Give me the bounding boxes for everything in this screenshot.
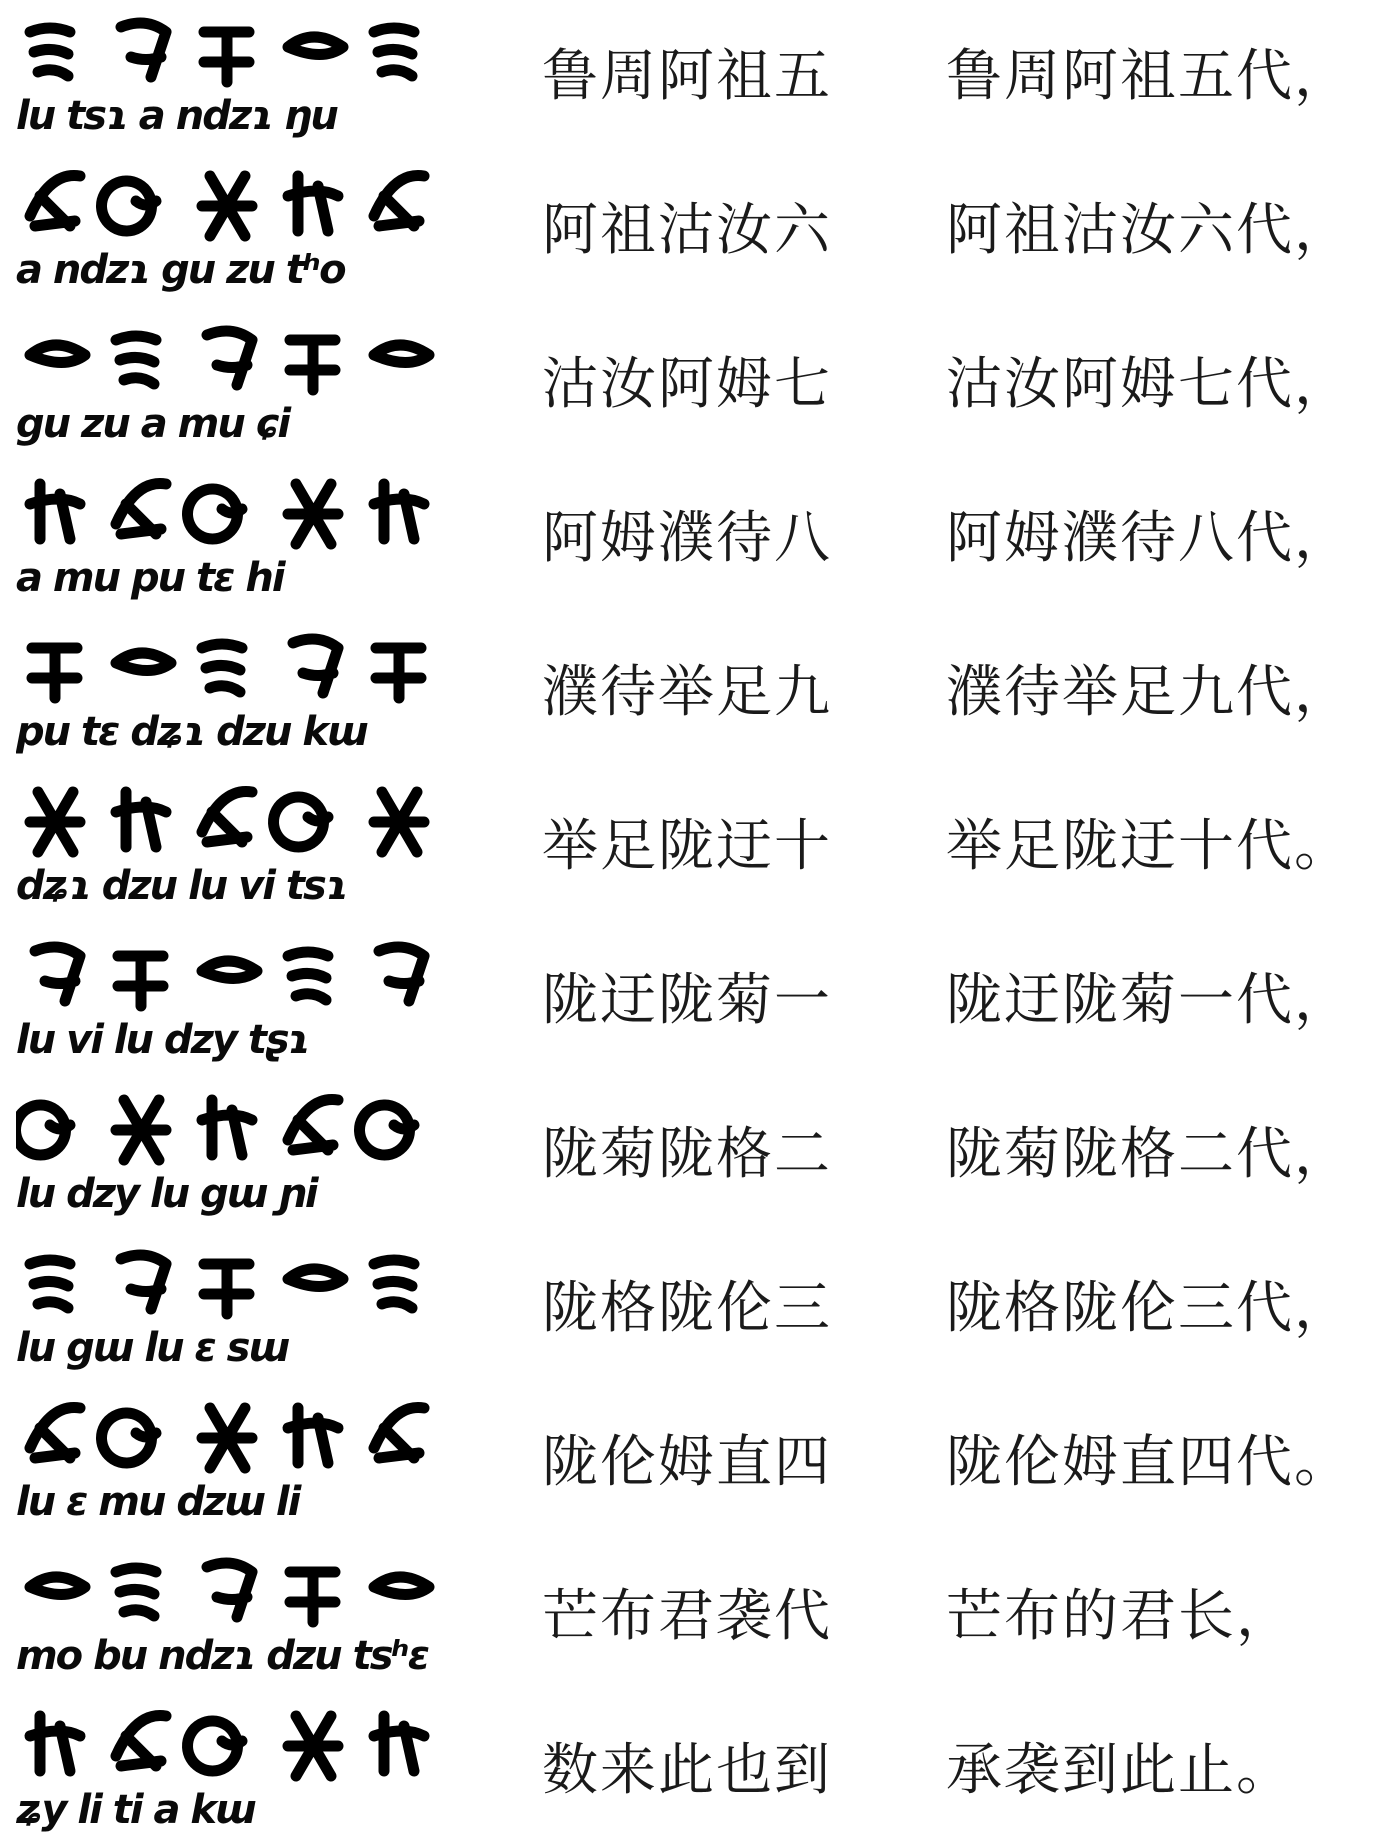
yi-glyphs-image	[16, 0, 456, 88]
yi-glyphs-image	[16, 770, 456, 858]
free-translation: 沽汝阿姆七代，	[946, 352, 1352, 417]
yi-script-block	[16, 1386, 456, 1540]
free-translation: 举足陇迂十代。	[946, 814, 1352, 879]
romanization: mo bu ndzɿ dzu tsʰɛ	[16, 1633, 428, 1679]
text-row	[0, 0, 1392, 154]
literal-gloss: 陇格陇伦三	[542, 1276, 832, 1341]
yi-script-block	[16, 154, 456, 308]
literal-gloss: 芒布君袭代	[542, 1584, 832, 1649]
yi-glyphs-image	[16, 1078, 456, 1166]
free-translation: 芒布的君长，	[946, 1584, 1294, 1649]
yi-glyphs-image	[16, 308, 456, 396]
text-row	[0, 1694, 1392, 1848]
yi-glyphs-image	[16, 1386, 456, 1474]
yi-script-block	[16, 1232, 456, 1386]
free-translation: 阿祖沽汝六代，	[946, 198, 1352, 263]
yi-glyphs-image	[16, 1694, 456, 1782]
text-row	[0, 924, 1392, 1078]
free-translation: 承袭到此止。	[946, 1738, 1294, 1803]
yi-glyphs-image	[16, 1232, 456, 1320]
literal-gloss: 阿祖沽汝六	[542, 198, 832, 263]
yi-script-block	[16, 0, 456, 154]
text-row	[0, 1540, 1392, 1694]
romanization: lu gɯ lu ɛ sɯ	[16, 1325, 289, 1371]
romanization: lu vi lu dzy tʂɿ	[16, 1017, 309, 1063]
romanization: dʑɿ dzu lu vi tsɿ	[16, 863, 347, 909]
text-row	[0, 308, 1392, 462]
literal-gloss: 陇迂陇菊一	[542, 968, 832, 1033]
yi-glyphs-image	[16, 1540, 456, 1628]
literal-gloss: 濮待举足九	[542, 660, 832, 725]
yi-script-block	[16, 308, 456, 462]
yi-script-block	[16, 616, 456, 770]
yi-glyphs-image	[16, 616, 456, 704]
romanization: lu dzy lu gɯ ɲi	[16, 1171, 317, 1217]
yi-glyphs-image	[16, 462, 456, 550]
yi-script-block	[16, 924, 456, 1078]
literal-gloss: 沽汝阿姆七	[542, 352, 832, 417]
text-row	[0, 616, 1392, 770]
yi-script-block	[16, 1540, 456, 1694]
romanization: a ndzɿ gu zu tʰo	[16, 247, 345, 293]
romanization: a mu pu tɛ hi	[16, 555, 284, 601]
romanization: lu ɛ mu dzɯ li	[16, 1479, 300, 1525]
text-row	[0, 1078, 1392, 1232]
free-translation: 濮待举足九代，	[946, 660, 1352, 725]
romanization: lu tsɿ a ndzɿ ŋu	[16, 93, 337, 139]
literal-gloss: 数来此也到	[542, 1738, 832, 1803]
free-translation: 鲁周阿祖五代，	[946, 44, 1352, 109]
literal-gloss: 举足陇迂十	[542, 814, 832, 879]
text-row	[0, 154, 1392, 308]
free-translation: 陇迂陇菊一代，	[946, 968, 1352, 1033]
romanization: gu zu a mu ɕi	[16, 401, 290, 447]
free-translation: 陇伦姆直四代。	[946, 1430, 1352, 1495]
yi-script-block	[16, 770, 456, 924]
yi-glyphs-image	[16, 924, 456, 1012]
literal-gloss: 陇伦姆直四	[542, 1430, 832, 1495]
text-row	[0, 770, 1392, 924]
literal-gloss: 鲁周阿祖五	[542, 44, 832, 109]
literal-gloss: 陇菊陇格二	[542, 1122, 832, 1187]
text-row	[0, 1232, 1392, 1386]
free-translation: 阿姆濮待八代，	[946, 506, 1352, 571]
literal-gloss: 阿姆濮待八	[542, 506, 832, 571]
text-row	[0, 462, 1392, 616]
text-row	[0, 1386, 1392, 1540]
romanization: pu tɛ dʑɿ dzu kɯ	[16, 709, 367, 755]
yi-glyphs-image	[16, 154, 456, 242]
yi-script-block	[16, 1694, 456, 1848]
yi-script-block	[16, 462, 456, 616]
free-translation: 陇格陇伦三代，	[946, 1276, 1352, 1341]
romanization: ʑy li ti a kɯ	[16, 1787, 255, 1833]
free-translation: 陇菊陇格二代，	[946, 1122, 1352, 1187]
yi-script-block	[16, 1078, 456, 1232]
